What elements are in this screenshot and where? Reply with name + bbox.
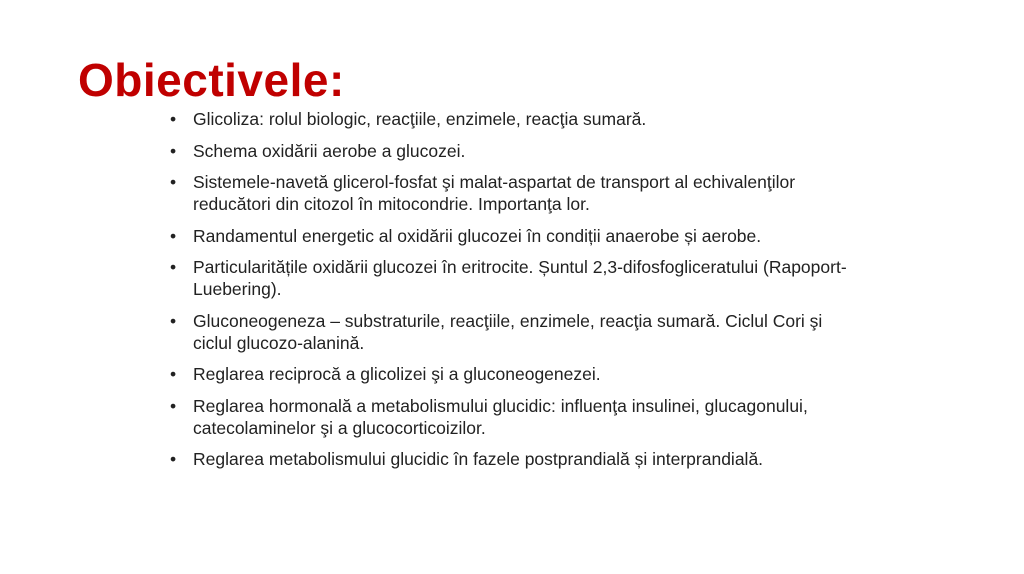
objective-item (168, 448, 848, 470)
objective-item (168, 171, 848, 215)
objective-item (168, 108, 848, 130)
objective-item (168, 256, 848, 300)
bullet-icon: • (170, 257, 177, 277)
objective-item (168, 140, 848, 162)
objective-text: Reglarea metabolismului glucidic în fazele postprandială și interprandială. (193, 449, 764, 469)
objective-item (168, 310, 848, 354)
objective-text: Sistemele-navetă glicerol-fosfat şi malat-aspartat de transport al echivalenţilor reducători din citozol în mitocondrie. Importanţa lor. (193, 172, 796, 214)
objective-text: Reglarea hormonală a metabolismului glucidic: influenţa insulinei, glucagonului, catecolaminelor şi a glucocorticoizilor. (193, 395, 808, 438)
bullet-icon: • (170, 140, 177, 161)
objective-text: Randamentul energetic al oxidării glucozei în condiții anaerobe și aerobe. (193, 225, 762, 246)
objectives-list (168, 108, 848, 480)
bullet-icon: • (170, 172, 177, 192)
objective-text: Particularitățile oxidării glucozei în eritrocite. Șuntul 2,3-difosfogliceratului (Rapoport-Luebering). (193, 257, 847, 299)
bullet-icon: • (170, 364, 177, 384)
objective-text: Schema oxidării aerobe a glucozei. (193, 140, 466, 161)
objective-text: Reglarea reciprocă a glicolizei şi a gluconeogenezei. (193, 364, 601, 384)
objective-text: Gluconeogeneza – substraturile, reacţiile, enzimele, reacţia sumară. Ciclul Cori şi ciclul glucozo-alanină. (193, 310, 823, 353)
objective-item (168, 395, 848, 439)
bullet-icon: • (170, 310, 177, 331)
bullet-icon: • (170, 225, 177, 246)
bullet-icon: • (170, 449, 177, 469)
bullet-icon: • (170, 109, 177, 129)
slide-title: Obiectivele: (78, 54, 345, 106)
objective-text: Glicoliza: rolul biologic, reacţiile, enzimele, reacţia sumară. (193, 109, 647, 129)
objective-item (168, 225, 848, 247)
bullet-icon: • (170, 395, 177, 416)
objective-item (168, 363, 848, 385)
